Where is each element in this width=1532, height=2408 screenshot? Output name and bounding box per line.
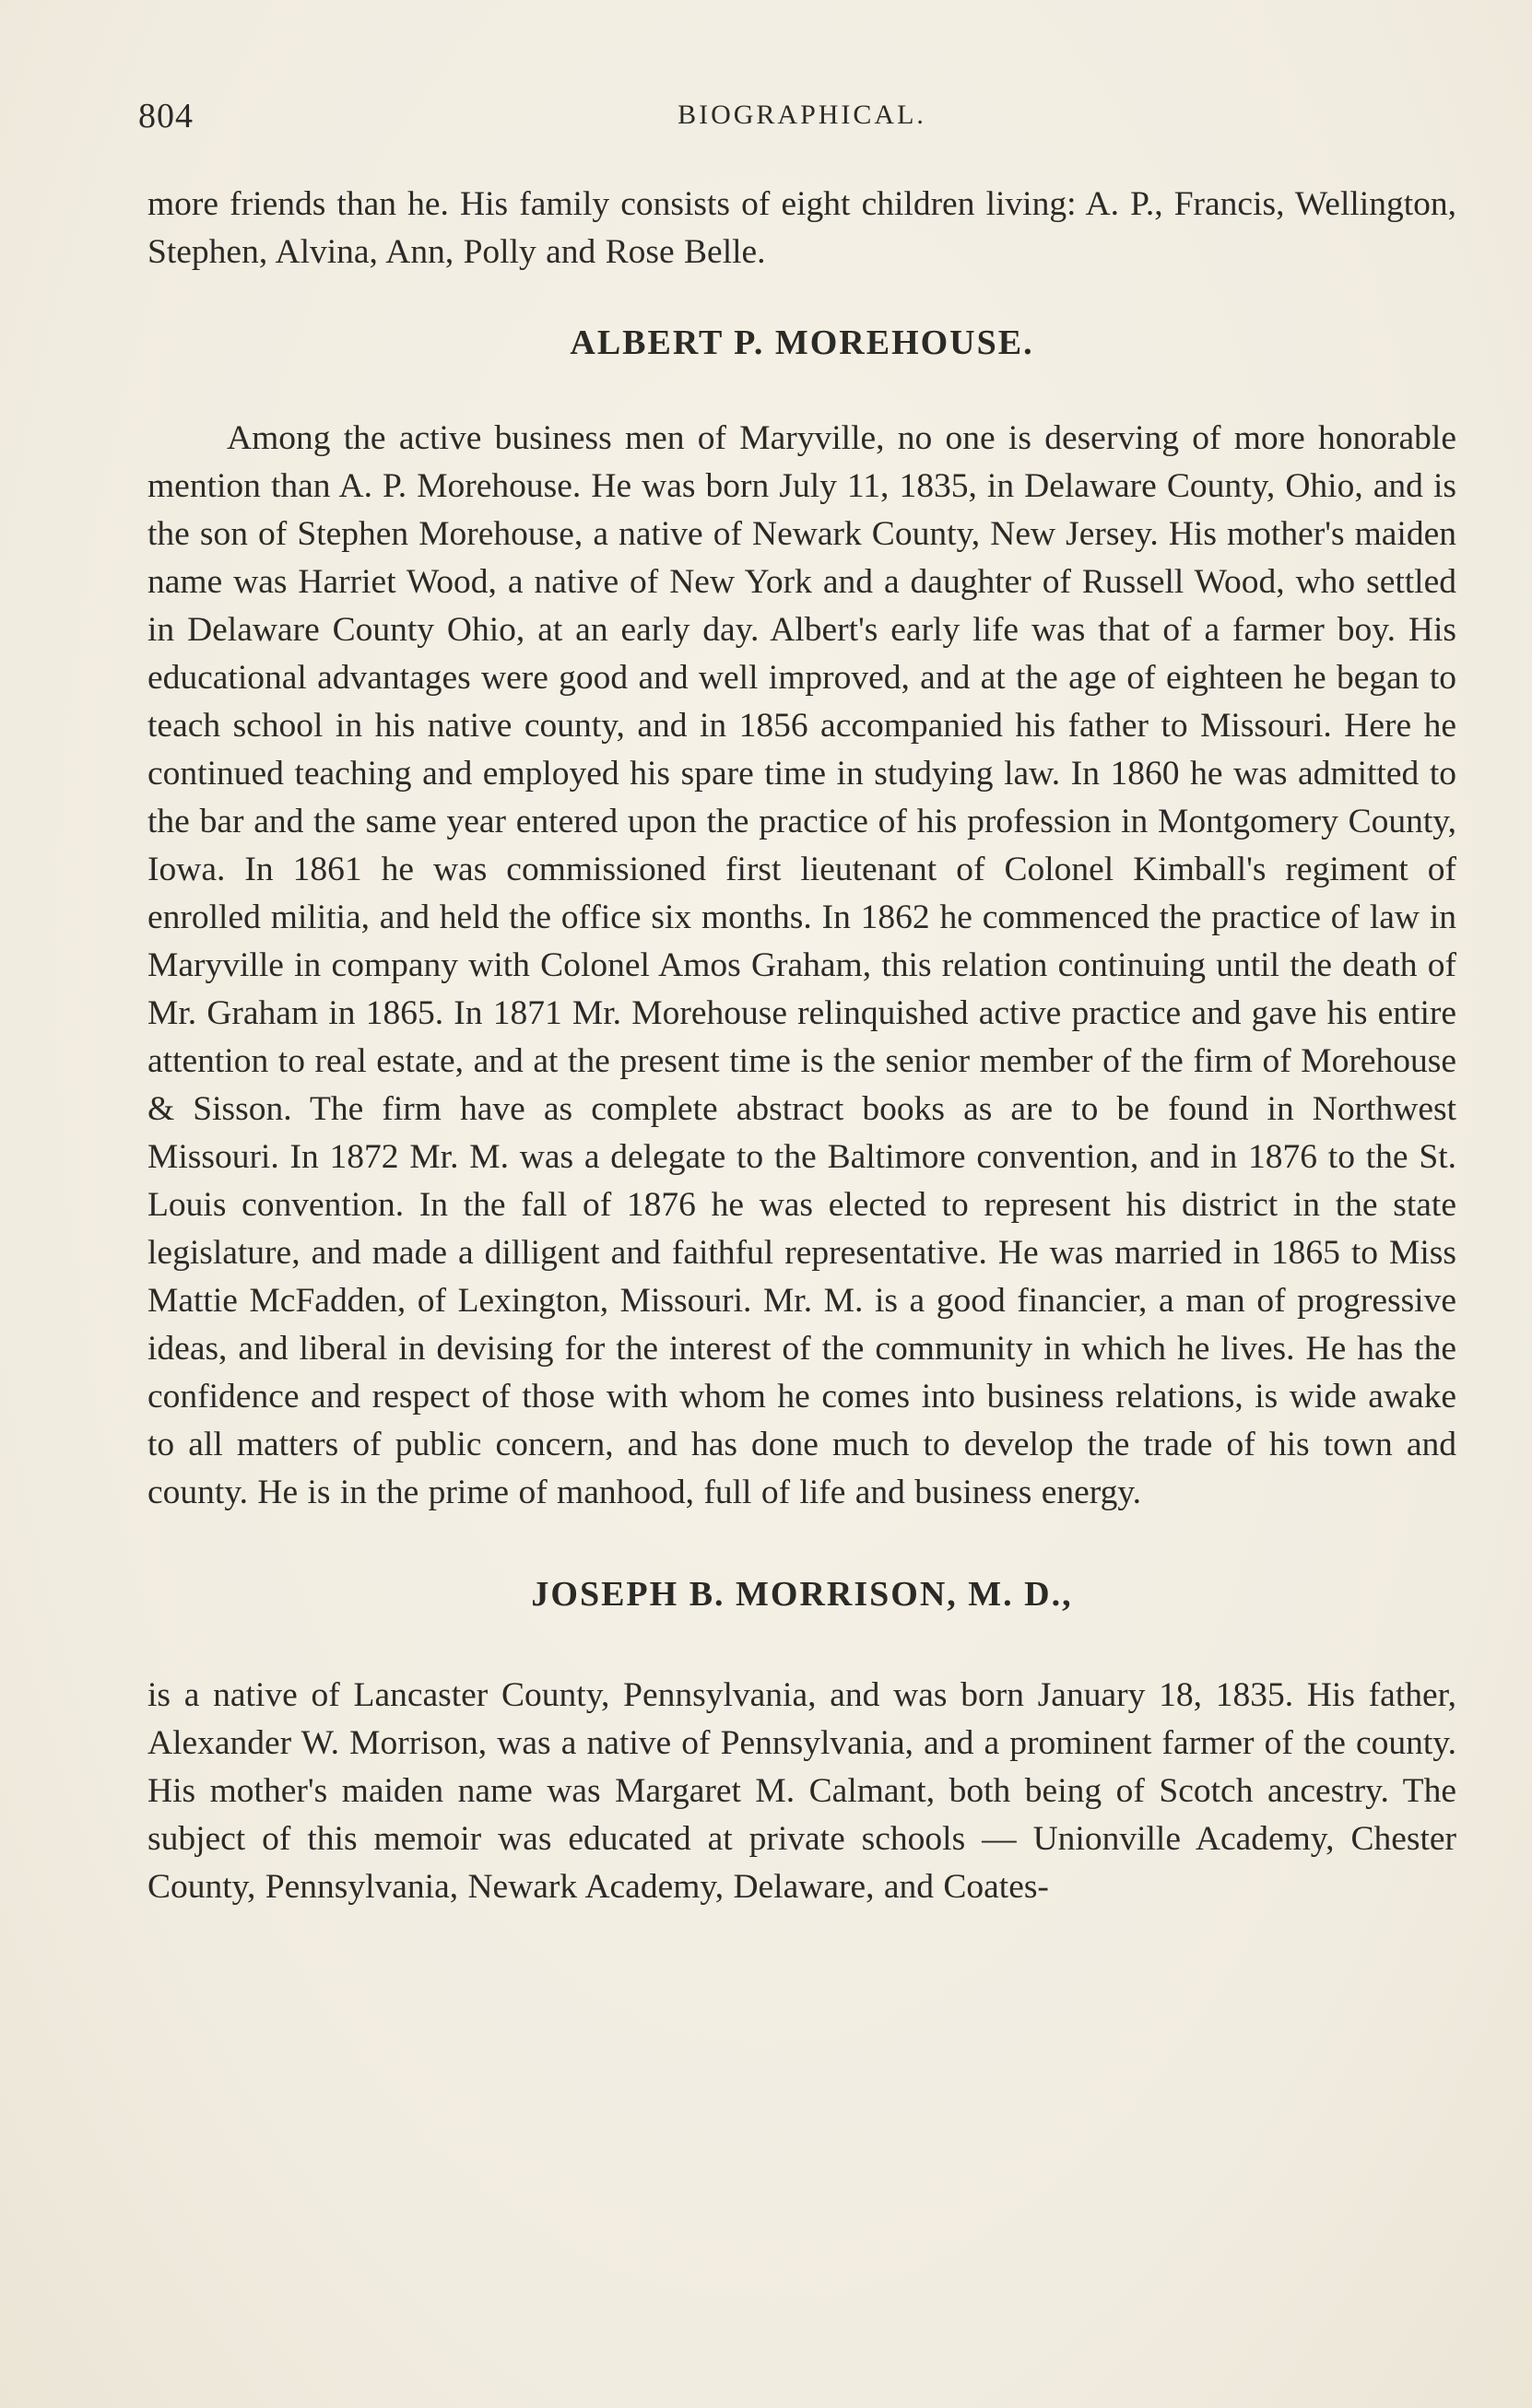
running-head: BIOGRAPHICAL. bbox=[678, 100, 926, 130]
intro-paragraph: more friends than he. His family consists of eight children living: A. P., Francis, Wellington, Stephen, Alvina, Ann, Polly and Rose Belle. bbox=[147, 185, 1456, 271]
morrison-paragraph: is a native of Lancaster County, Pennsylvania, and was born January 18, 1835. His father, Alexander W. Morrison, was a native of Pennsylvania, and a prominent farmer of the county. His mother's maiden name was Margaret M. Calmant, both being of Scotch ancestry. The subject of this memoir was educated at private schools — Unionville Academy, Chester County, Pennsylvania, Newark Academy, Delaware, and Coates- bbox=[147, 1676, 1456, 1906]
page-number: 804 bbox=[138, 97, 194, 135]
page-body bbox=[147, 181, 1456, 1911]
section-title-morrison: JOSEPH B. MORRISON, M. D., bbox=[531, 1575, 1073, 1614]
morehouse-paragraph: Among the active business men of Maryville, no one is deserving of more honorable mention than A. P. Morehouse. He was born July 11, 1835, in Delaware County, Ohio, and is the son of Stephen Morehouse, a native of Newark County, New Jersey. His mother's maiden name was Harriet Wood, a native of New York and a daughter of Russell Wood, who settled in Delaware County Ohio, at an early day. Albert's early life was that of a farmer boy. His educational advantages were good and well improved, and at the age of eighteen he began to teach school in his native county, and in 1856 accompanied his father to Missouri. Here he continued teaching and employed his spare time in studying law. In 1860 he was admitted to the bar and the same year entered upon the practice of his profession in Montgomery County, Iowa. In 1861 he was commissioned first lieutenant of Colonel Kimball's regiment of enrolled militia, and held the office six months. In 1862 he commenced the practice of law in Maryville in company with Colonel Amos Graham, this relation continuing until the death of Mr. Graham in 1865. In 1871 Mr. Morehouse relinquished active practice and gave his entire attention to real estate, and at the present time is the senior member of the firm of Morehouse & Sisson. The firm have as complete abstract books as are to be found in Northwest Missouri. In 1872 Mr. M. was a delegate to the Baltimore convention, and in 1876 to the St. Louis convention. In the fall of 1876 he was elected to represent his district in the state legislature, and made a dilligent and faithful representative. He was married in 1865 to Miss Mattie McFadden, of Lexington, Missouri. Mr. M. is a good financier, a man of progressive ideas, and liberal in devising for the interest of the community in which he lives. He has the confidence and respect of those with whom he comes into business relations, is wide awake to all matters of public concern, and has done much to develop the trade of his town and county. He is in the prime of manhood, full of life and business energy. bbox=[147, 419, 1456, 1511]
section-title-morehouse: ALBERT P. MOREHOUSE. bbox=[570, 323, 1034, 362]
page-header bbox=[138, 96, 1466, 144]
